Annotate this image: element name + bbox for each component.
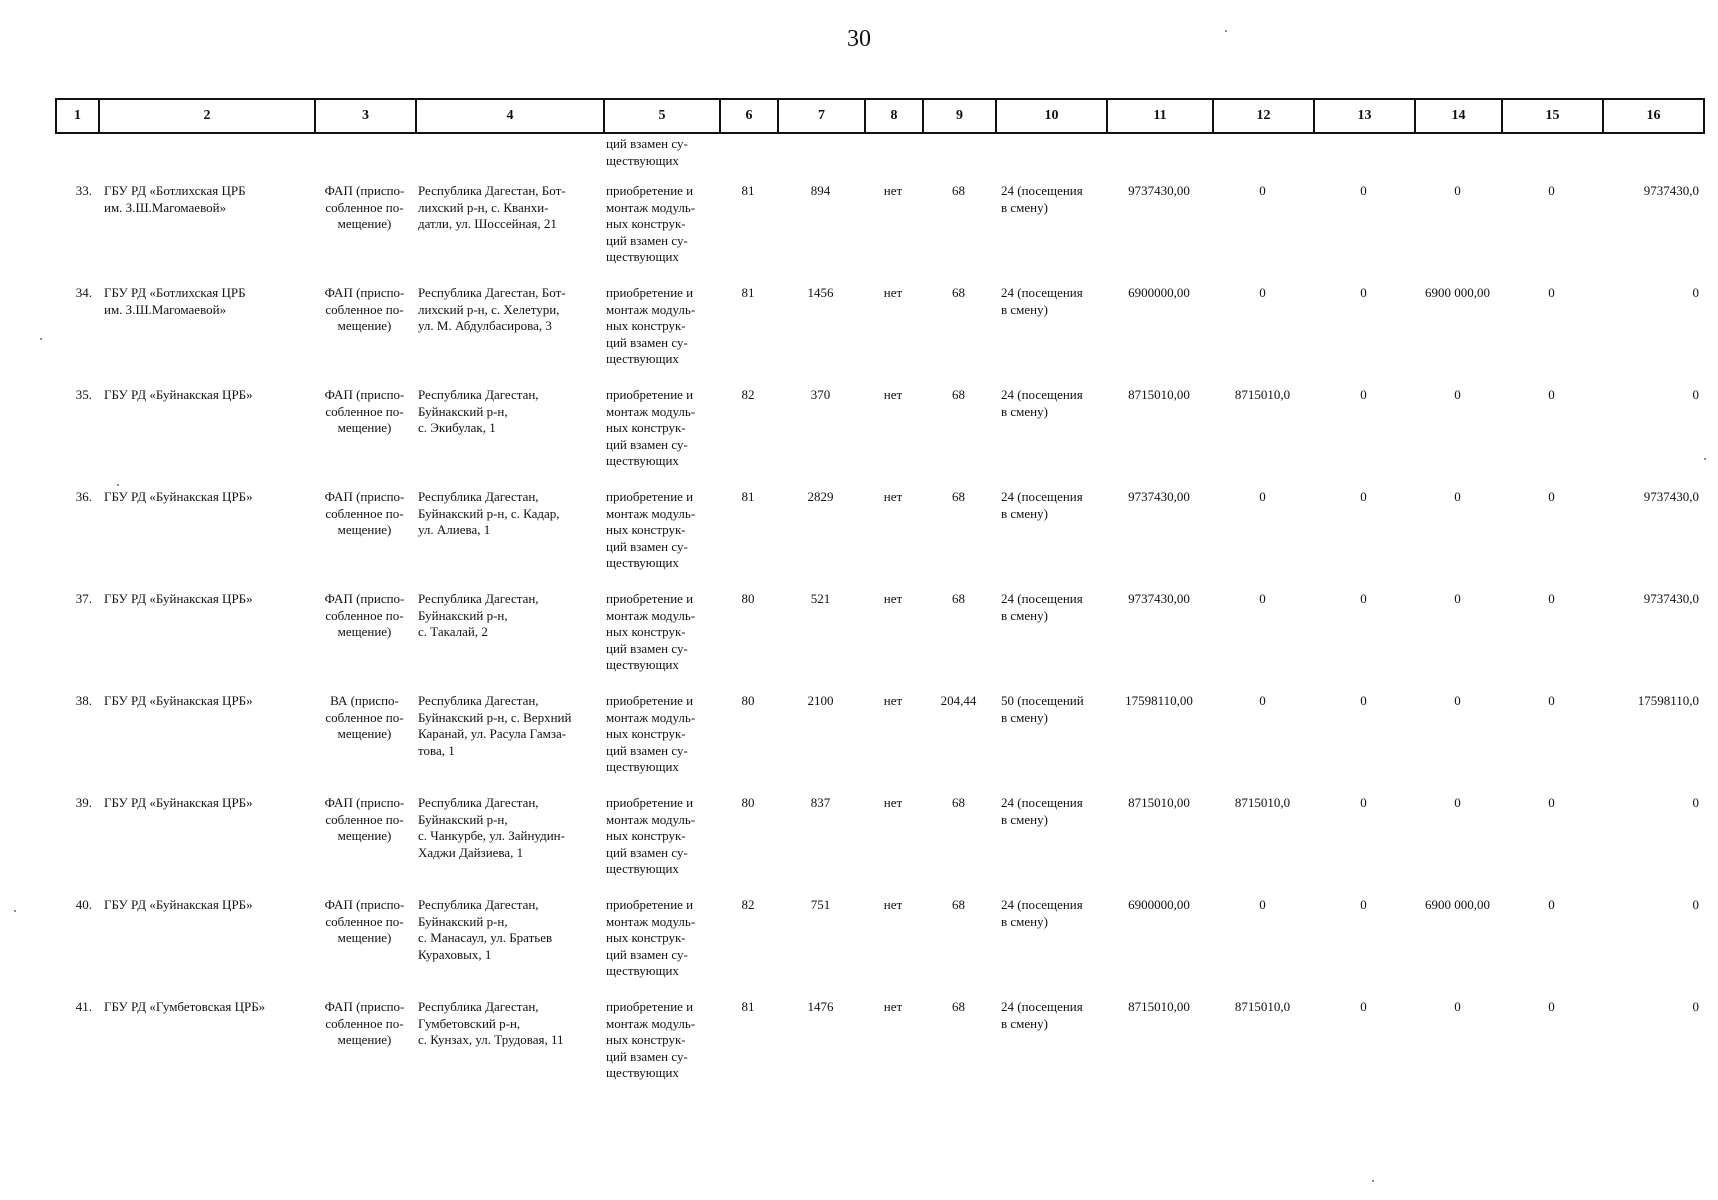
continuation-cell: ций взамен су- ществующих [606, 136, 688, 168]
scan-speck [1372, 1180, 1374, 1182]
row-number: 40. [75, 897, 92, 912]
organization-cell: ГБУ РД «Буйнакская ЦРБ» [104, 795, 253, 810]
organization-cell: ГБУ РД «Буйнакская ЦРБ» [104, 693, 253, 708]
col7-cell: 2829 [807, 489, 834, 504]
column-header-1: 1 [56, 99, 99, 133]
col16-amount-cell: 9737430,0 [1643, 183, 1699, 198]
col16-amount-cell: 9737430,0 [1643, 591, 1699, 606]
facility-type-cell: ФАП (приспо- собленное по- мещение) [324, 183, 405, 231]
col7-cell: 1456 [807, 285, 834, 300]
col13-amount-cell: 0 [1360, 999, 1367, 1014]
capacity-cell: 24 (посещения в смену) [1001, 795, 1083, 827]
organization-cell: ГБУ РД «Ботлихская ЦРБ им. З.Ш.Магомаевой» [104, 285, 246, 317]
col11-amount-cell: 9737430,00 [1128, 591, 1190, 606]
col8-cell: нет [883, 795, 903, 810]
column-header-6: 6 [720, 99, 778, 133]
col16-amount-cell: 0 [1692, 999, 1699, 1014]
col14-amount-cell: 0 [1454, 693, 1461, 708]
action-cell: приобретение и монтаж модуль- ных конструк- ций взамен су- ществующих [606, 795, 696, 876]
col7-cell: 837 [810, 795, 831, 810]
address-cell: Республика Дагестан, Буйнакский р-н, с. Верхний Каранай, ул. Расула Гамза- това, 1 [418, 693, 572, 758]
col13-amount-cell: 0 [1360, 489, 1367, 504]
column-header-16: 16 [1603, 99, 1704, 133]
column-header-13: 13 [1314, 99, 1415, 133]
col9-cell: 68 [952, 387, 965, 402]
facility-type-cell: ФАП (приспо- собленное по- мещение) [324, 897, 405, 945]
facility-type-cell: ФАП (приспо- собленное по- мещение) [324, 285, 405, 333]
col13-amount-cell: 0 [1360, 897, 1367, 912]
col7-cell: 751 [810, 897, 831, 912]
col13-amount-cell: 0 [1360, 183, 1367, 198]
col8-cell: нет [883, 897, 903, 912]
col12-amount-cell: 0 [1259, 591, 1266, 606]
column-header-15: 15 [1502, 99, 1603, 133]
address-cell: Республика Дагестан, Гумбетовский р-н, с. Кунзах, ул. Трудовая, 11 [418, 999, 564, 1047]
col9-cell: 68 [952, 591, 965, 606]
col14-amount-cell: 0 [1454, 183, 1461, 198]
column-header-5: 5 [604, 99, 720, 133]
address-cell: Республика Дагестан, Буйнакский р-н, с. Манасаул, ул. Братьев Кураховых, 1 [418, 897, 553, 962]
col9-cell: 204,44 [940, 693, 977, 708]
column-header-row [56, 99, 1704, 133]
address-cell: Республика Дагестан, Буйнакский р-н, с. Такалай, 2 [418, 591, 539, 639]
facility-type-cell: ФАП (приспо- собленное по- мещение) [324, 591, 405, 639]
facility-type-cell: ФАП (приспо- собленное по- мещение) [324, 387, 405, 435]
table-row [55, 693, 1703, 795]
col9-cell: 68 [952, 183, 965, 198]
column-header-12: 12 [1213, 99, 1314, 133]
col12-amount-cell: 8715010,0 [1234, 999, 1291, 1014]
column-header-11: 11 [1107, 99, 1213, 133]
col9-cell: 68 [952, 999, 965, 1014]
row-number: 35. [75, 387, 92, 402]
row-number: 34. [75, 285, 92, 300]
col15-amount-cell: 0 [1548, 693, 1555, 708]
organization-cell: ГБУ РД «Гумбетовская ЦРБ» [104, 999, 266, 1014]
row-number: 41. [75, 999, 92, 1014]
action-cell: приобретение и монтаж модуль- ных конструк- ций взамен су- ществующих [606, 285, 696, 366]
scan-speck [40, 338, 42, 340]
address-cell: Республика Дагестан, Буйнакский р-н, с. Экибулак, 1 [418, 387, 539, 435]
action-cell: приобретение и монтаж модуль- ных конструк- ций взамен су- ществующих [606, 591, 696, 672]
col12-amount-cell: 0 [1259, 897, 1266, 912]
col14-amount-cell: 0 [1454, 999, 1461, 1014]
col7-cell: 894 [810, 183, 831, 198]
scan-speck [1704, 458, 1706, 460]
col13-amount-cell: 0 [1360, 387, 1367, 402]
col11-amount-cell: 6900000,00 [1128, 897, 1190, 912]
col13-amount-cell: 0 [1360, 693, 1367, 708]
col15-amount-cell: 0 [1548, 489, 1555, 504]
col11-amount-cell: 8715010,00 [1128, 999, 1190, 1014]
address-cell: Республика Дагестан, Буйнакский р-н, с. Кадар, ул. Алиева, 1 [418, 489, 560, 537]
col14-amount-cell: 0 [1454, 489, 1461, 504]
col16-amount-cell: 0 [1692, 285, 1699, 300]
col8-cell: нет [883, 591, 903, 606]
col7-cell: 2100 [807, 693, 834, 708]
col6-cell: 80 [741, 591, 755, 606]
action-cell: приобретение и монтаж модуль- ных конструк- ций взамен су- ществующих [606, 897, 696, 978]
table-row [55, 591, 1703, 693]
col8-cell: нет [883, 693, 903, 708]
capacity-cell: 24 (посещения в смену) [1001, 999, 1083, 1031]
col14-amount-cell: 0 [1454, 795, 1461, 810]
col15-amount-cell: 0 [1548, 387, 1555, 402]
scan-speck [117, 484, 119, 486]
col8-cell: нет [883, 999, 903, 1014]
facility-type-cell: ФАП (приспо- собленное по- мещение) [324, 489, 405, 537]
column-header-table [55, 98, 1705, 134]
column-header-14: 14 [1415, 99, 1502, 133]
capacity-cell: 24 (посещения в смену) [1001, 591, 1083, 623]
col6-cell: 80 [741, 693, 755, 708]
organization-cell: ГБУ РД «Буйнакская ЦРБ» [104, 489, 253, 504]
col6-cell: 81 [741, 999, 755, 1014]
address-cell: Республика Дагестан, Бот- лихский р-н, с. Кванхи- датли, ул. Шоссейная, 21 [418, 183, 566, 231]
col9-cell: 68 [952, 489, 965, 504]
capacity-cell: 24 (посещения в смену) [1001, 387, 1083, 419]
column-header-2: 2 [99, 99, 315, 133]
col8-cell: нет [883, 285, 903, 300]
action-cell: приобретение и монтаж модуль- ных конструк- ций взамен су- ществующих [606, 693, 696, 774]
column-header-10: 10 [996, 99, 1107, 133]
capacity-cell: 50 (посещений в смену) [1001, 693, 1084, 725]
table-row [55, 183, 1703, 285]
col11-amount-cell: 17598110,00 [1125, 693, 1193, 708]
col11-amount-cell: 6900000,00 [1128, 285, 1190, 300]
column-header-8: 8 [865, 99, 923, 133]
col16-amount-cell: 0 [1692, 897, 1699, 912]
col8-cell: нет [883, 387, 903, 402]
col14-amount-cell: 6900 000,00 [1425, 897, 1490, 912]
address-cell: Республика Дагестан, Буйнакский р-н, с. Чанкурбе, ул. Зайнудин- Хаджи Дайзиева, 1 [418, 795, 565, 860]
facility-type-cell: ФАП (приспо- собленное по- мещение) [324, 795, 405, 843]
col13-amount-cell: 0 [1360, 795, 1367, 810]
col12-amount-cell: 0 [1259, 489, 1266, 504]
action-cell: приобретение и монтаж модуль- ных конструк- ций взамен су- ществующих [606, 387, 696, 468]
capacity-cell: 24 (посещения в смену) [1001, 183, 1083, 215]
facility-type-cell: ФАП (приспо- собленное по- мещение) [324, 999, 405, 1047]
col6-cell: 81 [741, 489, 755, 504]
column-header-7: 7 [778, 99, 865, 133]
col13-amount-cell: 0 [1360, 285, 1367, 300]
action-cell: приобретение и монтаж модуль- ных конструк- ций взамен су- ществующих [606, 183, 696, 264]
action-cell: приобретение и монтаж модуль- ных конструк- ций взамен су- ществующих [606, 489, 696, 570]
organization-cell: ГБУ РД «Буйнакская ЦРБ» [104, 387, 253, 402]
scan-speck [1225, 30, 1227, 32]
col16-amount-cell: 0 [1692, 387, 1699, 402]
col12-amount-cell: 0 [1259, 183, 1266, 198]
row-number: 37. [75, 591, 92, 606]
capacity-cell: 24 (посещения в смену) [1001, 489, 1083, 521]
col15-amount-cell: 0 [1548, 999, 1555, 1014]
col12-amount-cell: 0 [1259, 693, 1266, 708]
table-row [55, 285, 1703, 387]
col6-cell: 80 [741, 795, 755, 810]
table-row [55, 387, 1703, 489]
col11-amount-cell: 8715010,00 [1128, 387, 1190, 402]
col7-cell: 370 [810, 387, 831, 402]
table-row [55, 897, 1703, 999]
col9-cell: 68 [952, 795, 965, 810]
capacity-cell: 24 (посещения в смену) [1001, 285, 1083, 317]
col7-cell: 521 [810, 591, 831, 606]
organization-cell: ГБУ РД «Буйнакская ЦРБ» [104, 591, 253, 606]
table-row [55, 489, 1703, 591]
column-header-9: 9 [923, 99, 996, 133]
col6-cell: 82 [741, 387, 755, 402]
col11-amount-cell: 9737430,00 [1128, 183, 1190, 198]
row-number: 39. [75, 795, 92, 810]
col16-amount-cell: 0 [1692, 795, 1699, 810]
row-number: 33. [75, 183, 92, 198]
address-cell: Республика Дагестан, Бот- лихский р-н, с. Хелетури, ул. М. Абдулбасирова, 3 [418, 285, 566, 333]
col11-amount-cell: 8715010,00 [1128, 795, 1190, 810]
col8-cell: нет [883, 183, 903, 198]
col6-cell: 81 [741, 285, 755, 300]
col12-amount-cell: 8715010,0 [1234, 387, 1291, 402]
organization-cell: ГБУ РД «Ботлихская ЦРБ им. З.Ш.Магомаевой» [104, 183, 246, 215]
col9-cell: 68 [952, 285, 965, 300]
col6-cell: 82 [741, 897, 755, 912]
col15-amount-cell: 0 [1548, 795, 1555, 810]
table-row [55, 795, 1703, 897]
column-header-3: 3 [315, 99, 416, 133]
row-number: 36. [75, 489, 92, 504]
continuation-row [55, 136, 1703, 183]
data-table [55, 136, 1703, 1101]
capacity-cell: 24 (посещения в смену) [1001, 897, 1083, 929]
col12-amount-cell: 0 [1259, 285, 1266, 300]
facility-type-cell: ВА (приспо- собленное по- мещение) [325, 693, 404, 741]
col14-amount-cell: 0 [1454, 591, 1461, 606]
col15-amount-cell: 0 [1548, 183, 1555, 198]
col8-cell: нет [883, 489, 903, 504]
col16-amount-cell: 17598110,0 [1637, 693, 1699, 708]
column-header-4: 4 [416, 99, 604, 133]
col15-amount-cell: 0 [1548, 285, 1555, 300]
col14-amount-cell: 0 [1454, 387, 1461, 402]
col7-cell: 1476 [807, 999, 834, 1014]
action-cell: приобретение и монтаж модуль- ных конструк- ций взамен су- ществующих [606, 999, 696, 1080]
col15-amount-cell: 0 [1548, 591, 1555, 606]
organization-cell: ГБУ РД «Буйнакская ЦРБ» [104, 897, 253, 912]
col11-amount-cell: 9737430,00 [1128, 489, 1190, 504]
col13-amount-cell: 0 [1360, 591, 1367, 606]
col14-amount-cell: 6900 000,00 [1425, 285, 1490, 300]
col9-cell: 68 [952, 897, 965, 912]
col6-cell: 81 [741, 183, 755, 198]
page-number: 30 [847, 26, 871, 52]
col16-amount-cell: 9737430,0 [1643, 489, 1699, 504]
col12-amount-cell: 8715010,0 [1234, 795, 1291, 810]
scan-speck [14, 910, 16, 912]
table-row [55, 999, 1703, 1101]
row-number: 38. [75, 693, 92, 708]
col15-amount-cell: 0 [1548, 897, 1555, 912]
